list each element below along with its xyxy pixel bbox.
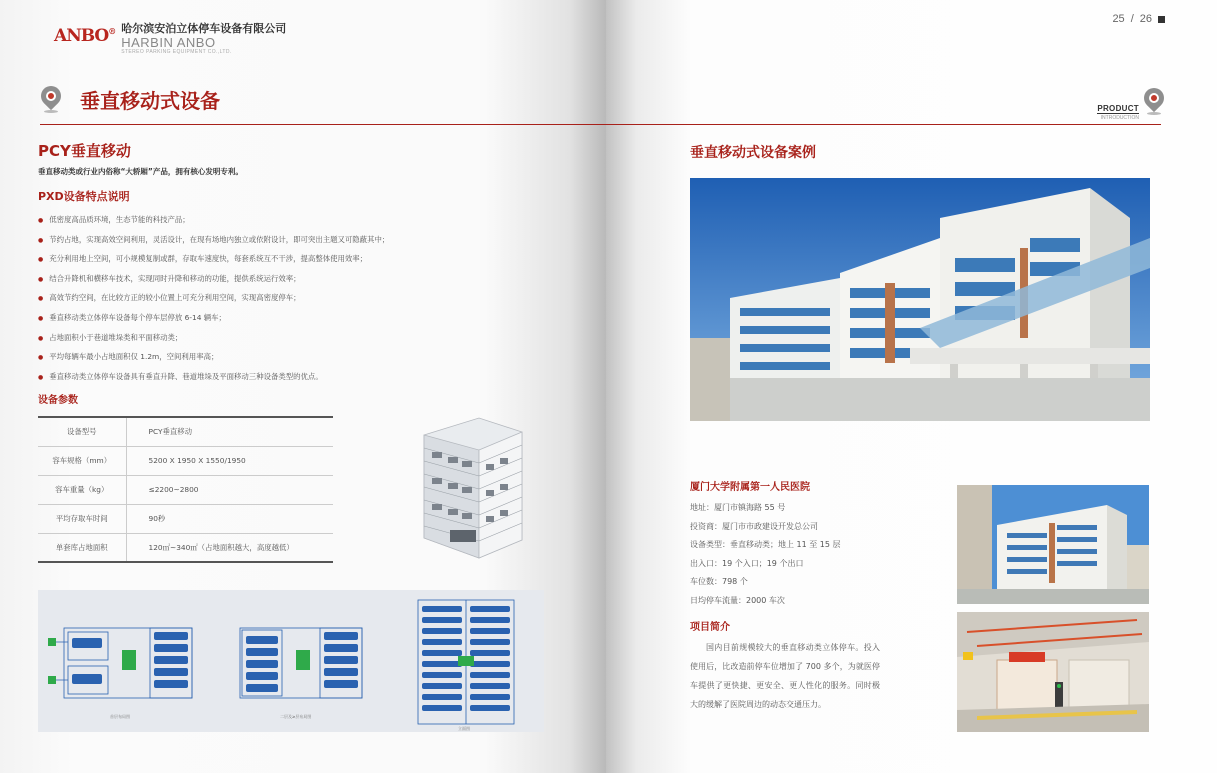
- feature-list: [38, 211, 389, 387]
- table-row: [38, 504, 333, 533]
- title-divider: [40, 124, 606, 125]
- section-title: [40, 85, 220, 114]
- param-value: 90秒: [126, 504, 333, 533]
- company-name-cn: 哈尔滨安泊立体停车设备有限公司: [121, 22, 287, 35]
- info-item: 设备类型：垂直移动类；地上 11 至 15 层: [690, 540, 841, 550]
- building-cutaway-illustration: [404, 410, 534, 560]
- feature-item: ● 垂直移动类立体停车设备每个停车层停放 6-14 辆车；: [38, 309, 389, 329]
- location-pin-icon: [1143, 88, 1165, 116]
- param-value: 120㎡~340㎡（占地面积越大，高度越低）: [148, 542, 294, 552]
- table-row: [38, 417, 333, 446]
- square-icon: [1158, 16, 1165, 23]
- product-label: PRODUCT: [1097, 104, 1139, 113]
- page-indicator: [1112, 13, 1165, 25]
- floor-plan-panel: [38, 590, 544, 732]
- feature-item: ● 节约占地，实现高效空间利用，灵活设计，在现有场地内独立或依附设计，即可突出主题又可隐蔽其中；: [38, 231, 389, 251]
- parking-entrance-photo: [957, 612, 1149, 732]
- feature-item: ● 充分利用地上空间，可小规模复制或群，存取车速度快，每套系统互不干涉，提高整体使用效率；: [38, 250, 389, 270]
- logo-mark: ANBO®: [54, 26, 116, 46]
- param-key: 容车重量（kg）: [38, 475, 126, 504]
- feature-item: ● 高效节约空间，在比较方正的较小位置上可充分利用空间，实现高密度停车；: [38, 289, 389, 309]
- title-divider: [606, 124, 1161, 125]
- hospital-heading: 厦门大学附属第一人民医院: [690, 482, 810, 493]
- plan-caption: 立面图: [458, 726, 470, 731]
- feature-item: ● 平均每辆车最小占地面积仅 1.2m，空间利用率高；: [38, 348, 389, 368]
- left-page: [0, 0, 606, 773]
- product-heading: PCY垂直移动: [38, 142, 131, 160]
- hospital-exterior-photo: [957, 485, 1149, 604]
- param-key: 容车规格（mm）: [38, 446, 126, 475]
- location-pin-icon: [40, 86, 62, 114]
- plan-caption: 二层及≥层布局图: [280, 714, 312, 719]
- info-item: 出入口：19 个入口；19 个出口: [690, 558, 804, 568]
- feature-item: ● 占地面积小于巷道堆垛类和平面移动类；: [38, 329, 389, 349]
- company-logo: [54, 20, 286, 55]
- project-description: 国内目前规模较大的垂直移动类立体停车。投入使用后，比改造前停车位增加了 700 多个，为就医停车提供了更快捷、更安全、更人性化的服务。同时极大的缓解了医院周边的动态交通压力。: [690, 643, 880, 709]
- page-separator: /: [1130, 13, 1134, 25]
- company-name-en: HARBIN ANBO: [121, 35, 216, 50]
- project-heading: 项目简介: [690, 622, 730, 633]
- params-table: [38, 416, 333, 563]
- param-key: 平均存取车时间: [38, 504, 126, 533]
- table-row: [38, 446, 333, 475]
- param-key: 单套库占地面积: [38, 533, 126, 562]
- table-row: [38, 475, 333, 504]
- info-item: 地址：厦门市镇海路 55 号: [690, 503, 786, 512]
- param-value: ≤2200~2800: [126, 475, 333, 504]
- case-heading: 垂直移动式设备案例: [690, 145, 816, 161]
- param-value: PCY垂直移动: [126, 417, 333, 446]
- page-title: 垂直移动式设备: [80, 89, 220, 113]
- feature-item: ● 结合升降机和横移车技术，实现同时升降和移动的功能，提供系统运行效率；: [38, 270, 389, 290]
- floor-plan-drawings: [38, 590, 544, 732]
- product-sub-label: INTRODUCTION: [1097, 113, 1139, 121]
- info-item: 车位数：798 个: [690, 577, 748, 587]
- product-introduction-tag: [1097, 104, 1139, 121]
- page-current: 25: [1112, 13, 1125, 25]
- feature-item: ● 垂直移动类立体停车设备具有垂直升降、巷道堆垛及平面移动三种设备类型的优点。: [38, 368, 389, 388]
- hospital-info-list: [690, 499, 841, 611]
- param-key: 设备型号: [38, 417, 126, 446]
- info-item: 日均停车流量：2000 车次: [690, 595, 785, 605]
- info-item: 投资商：厦门市市政建设开发总公司: [690, 521, 818, 531]
- params-heading: 设备参数: [38, 395, 78, 406]
- table-row: [38, 533, 333, 562]
- feature-item: ● 低密度高品质环境，生态节能的科技产品；: [38, 211, 389, 231]
- company-name-en-small: STEREO PARKING EQUIPMENT CO.,LTD.: [121, 49, 232, 55]
- features-heading: PXD设备特点说明: [38, 190, 130, 203]
- page-total: 26: [1139, 13, 1152, 25]
- product-intro: 垂直移动类或行业内俗称“大轿厢”产品，拥有核心发明专利。: [38, 167, 243, 176]
- right-page: [606, 0, 1217, 773]
- param-value: 5200 X 1950 X 1550/1950: [126, 446, 333, 475]
- hospital-main-photo: [690, 178, 1150, 421]
- plan-caption: 首层布局图: [110, 714, 130, 719]
